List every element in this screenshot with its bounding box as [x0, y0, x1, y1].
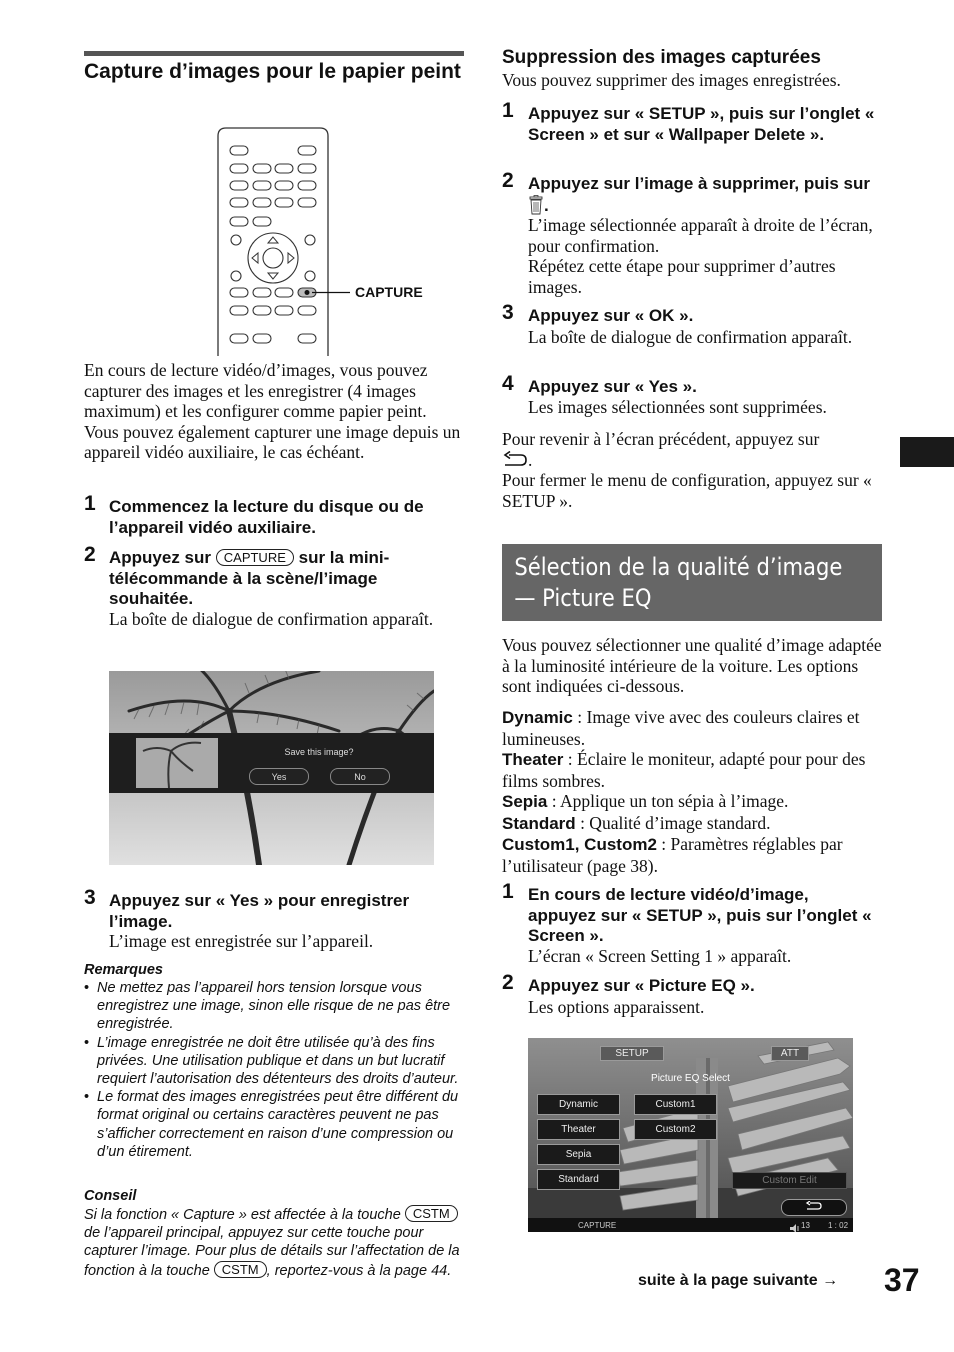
close-instruction: Pour fermer le menu de configuration, appuyez sur « SETUP ». — [502, 470, 872, 511]
eq-options-list — [502, 707, 882, 876]
volume-icon — [790, 1220, 800, 1232]
step-number: 1 — [84, 492, 96, 515]
cstm-key: CSTM — [405, 1205, 458, 1222]
step-number: 2 — [84, 543, 96, 566]
step-number: 1 — [502, 880, 514, 903]
remark-item: • Ne mettez pas l’appareil hors tension lorsque vous enregistrez une image, sinon elle risque de ne pas être enregistrée. — [84, 979, 464, 1034]
setup-tab[interactable]: SETUP — [600, 1046, 664, 1061]
step-number: 3 — [502, 301, 514, 324]
step-description: L’image sélectionnée apparaît à droite de l’écran, pour confirmation. Répétez cette étape pour supprimer d’autres images. — [528, 215, 873, 297]
step-number: 2 — [502, 169, 514, 192]
eq-custom2-button[interactable]: Custom2 — [634, 1119, 717, 1140]
eq-theater-button[interactable]: Theater — [537, 1119, 620, 1140]
cstm-key: CSTM — [214, 1261, 267, 1278]
step-number: 4 — [502, 372, 514, 395]
step-description: La boîte de dialogue de confirmation apparaît. — [528, 327, 853, 347]
capture-indicator: CAPTURE — [578, 1221, 617, 1230]
capture-key: CAPTURE — [216, 549, 294, 566]
att-button[interactable]: ATT — [771, 1046, 809, 1061]
step-title: Appuyez sur « OK ». — [528, 306, 694, 325]
eq-option: Dynamic : Image vive avec des couleurs claires et lumineuses. — [502, 707, 860, 749]
section-heading-delete: Suppression des images capturées — [502, 47, 821, 68]
eq-option: Sepia : Applique un ton sépia à l’image. — [502, 791, 789, 811]
dialog-yes-button[interactable]: Yes — [249, 768, 309, 785]
tip-title: Conseil — [84, 1188, 137, 1204]
step-title: Appuyez sur CAPTURE sur la mini-télécommande à la scène/l’image souhaitée. — [109, 548, 390, 608]
remarks-title: Remarques — [84, 962, 163, 978]
remark-item: • Le format des images enregistrées peut être différent du format original ou certains caractères peuvent ne pas s’afficher correctement en raison d’une compression ou d’un étirement. — [84, 1088, 464, 1161]
return-icon — [805, 1201, 823, 1214]
tip-text: Si la fonction « Capture » est affectée à la touche CSTM de l’appareil principal, appuyez sur cette touche pour capturer l’image. Pour plus de détails sur l’affectation de la fonction à la touche CSTM , reportez-vous à la page 44. — [84, 1206, 460, 1279]
eq-standard-button[interactable]: Standard — [537, 1169, 620, 1190]
page-number: 37 — [884, 1262, 920, 1298]
step-description: Les options apparaissent. — [528, 997, 705, 1017]
step-number: 1 — [502, 99, 514, 122]
back-instruction: Pour revenir à l’écran précédent, appuyez sur . — [502, 429, 882, 473]
step-title: Appuyez sur « Yes » pour enregistrer l’image. — [109, 891, 410, 931]
step-title: Appuyez sur « SETUP », puis sur l’onglet « Screen » et sur « Wallpaper Delete ». — [528, 104, 875, 144]
eq-sepia-button[interactable]: Sepia — [537, 1144, 620, 1165]
eq-screen-title: Picture EQ Select — [651, 1073, 730, 1084]
picture-eq-screenshot — [528, 1038, 853, 1232]
chapter-tab — [900, 437, 954, 467]
step-title: En cours de lecture vidéo/d’image, appuyez sur « SETUP », puis sur l’onglet « Screen ». — [528, 885, 872, 945]
step-title: Appuyez sur l’image à supprimer, puis sur . — [528, 174, 880, 220]
back-button[interactable] — [781, 1199, 847, 1216]
section-heading-capture: Capture d’images pour le papier peint — [84, 60, 461, 83]
step-title: Appuyez sur « Yes ». — [528, 377, 697, 396]
remarks-list — [84, 979, 464, 1161]
eq-option: Standard : Qualité d’image standard. — [502, 812, 771, 833]
eq-intro: Vous pouvez sélectionner une qualité d’image adaptée à la luminosité intérieure de la voiture. Les options sont indiquées ci-dessous. — [502, 635, 882, 696]
custom-edit-button[interactable]: Custom Edit — [732, 1172, 847, 1189]
step-description: L’écran « Screen Setting 1 » apparaît. — [528, 946, 792, 966]
eq-option: Custom1, Custom2 : Paramètres réglables par l’utilisateur (page 38). — [502, 834, 843, 876]
capture-dialog-screenshot — [109, 671, 434, 865]
continue-note: suite à la page suivante → — [638, 1272, 839, 1289]
eq-dynamic-button[interactable]: Dynamic — [537, 1094, 620, 1115]
volume-level: 13 — [801, 1221, 810, 1230]
remote-illustration — [216, 126, 434, 356]
capture-callout-label: CAPTURE — [355, 284, 423, 300]
intro-paragraph: En cours de lecture vidéo/d’images, vous pouvez capturer des images et les enregistrer (4 images maximum) et les configurer comme papier peint. Vous pouvez également capturer une image depuis un appareil vidéo auxiliaire, le cas échéant. — [84, 360, 461, 462]
section-banner — [502, 544, 882, 621]
playback-time: 1 : 02 — [828, 1221, 849, 1230]
step-description: Les images sélectionnées sont supprimées. — [528, 397, 827, 417]
step-title: Appuyez sur « Picture EQ ». — [528, 976, 755, 995]
remark-item: • L’image enregistrée ne doit être utilisée qu’à des fins privées. Une utilisation publique et dans un but lucratif requiert l’autorisation des détenteurs des droits d’auteur. — [84, 1034, 464, 1089]
section-banner-title: Sélection de la qualité d’image — Picture EQ — [514, 553, 843, 612]
step-number: 2 — [502, 971, 514, 994]
step-description: La boîte de dialogue de confirmation apparaît. — [109, 609, 434, 629]
step-title: Commencez la lecture du disque ou de l’appareil vidéo auxiliaire. — [109, 497, 424, 537]
delete-intro: Vous pouvez supprimer des images enregistrées. — [502, 70, 841, 90]
step-number: 3 — [84, 886, 96, 909]
dialog-no-button[interactable]: No — [330, 768, 390, 785]
eq-custom1-button[interactable]: Custom1 — [634, 1094, 717, 1115]
step-description: L’image est enregistrée sur l’appareil. — [109, 931, 374, 951]
eq-option: Theater : Éclaire le moniteur, adapté pour pour des films sombres. — [502, 749, 866, 791]
heading-rule — [84, 51, 464, 56]
dialog-question: Save this image? — [284, 747, 354, 757]
